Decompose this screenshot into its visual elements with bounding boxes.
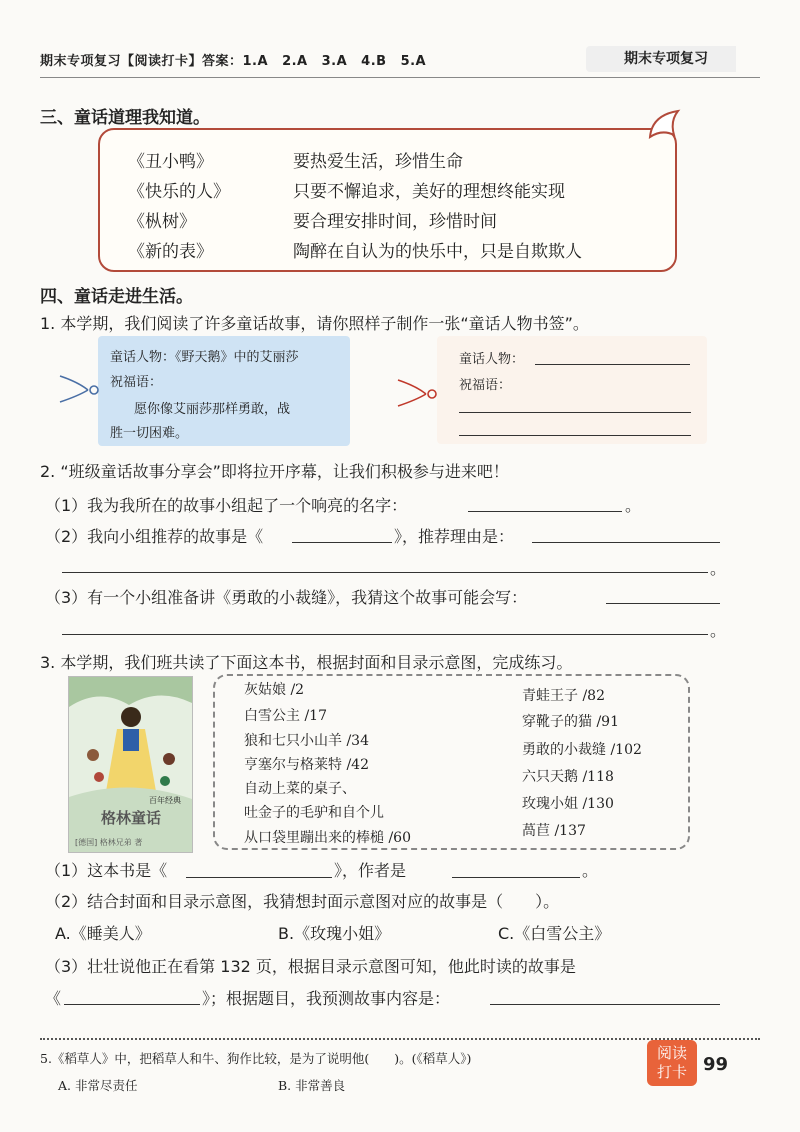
moral-text-4: 陶醉在自认为的快乐中，只是自欺欺人: [293, 242, 582, 262]
answer-4-letter: B: [376, 54, 387, 69]
q2-sub2-story-blank[interactable]: [292, 542, 392, 543]
page-curl-icon: [648, 107, 682, 141]
q2-sub2-reason-blank[interactable]: [532, 542, 720, 543]
book-cover: [68, 676, 193, 853]
q3-sub1-author-blank[interactable]: [452, 877, 580, 878]
q2-prompt: 2. “班级童话故事分享会”即将拉开序幕，让我们积极参与进来吧！: [40, 462, 509, 481]
page-number: 99: [703, 1054, 729, 1075]
blank-blessing-label: 祝福语：: [459, 378, 512, 393]
header-answers: [40, 50, 426, 69]
q2-sub3-blank[interactable]: [606, 603, 720, 604]
answer-2-letter: A: [297, 54, 308, 69]
q3-option-c: C.《白雪公主》: [498, 924, 611, 943]
q2-sub1-end: 。: [625, 496, 642, 515]
q3-sub2: （2）结合封面和目录示意图，我猜想封面示意图对应的故事是（ ）。: [45, 892, 560, 911]
q3-option-a: A.《睡美人》: [55, 924, 151, 943]
footer-option-b: B. 非常善良: [278, 1078, 346, 1093]
moral-text-3: 要合理安排时间，珍惜时间: [293, 212, 497, 232]
moral-text-2: 只要不懈追求，美好的理想终能实现: [293, 182, 565, 202]
sample-blessing-label: 祝福语：: [110, 375, 163, 390]
moral-story-2: 《快乐的人》: [128, 182, 230, 202]
blank-blessing-line-1[interactable]: [459, 412, 691, 413]
toc-item: 萵苣 /137: [522, 823, 586, 839]
toc-item: 六只天鹅 /118: [522, 769, 614, 785]
blank-bookmark: [437, 336, 707, 444]
footer-option-a: A. 非常尽责任: [58, 1078, 138, 1093]
q3-sub3-line1: （3）壮壮说他正在看第 132 页，根据目录示意图可知，他此时读的故事是: [45, 957, 576, 976]
q2-sub3-end: 。: [710, 621, 727, 640]
toc-item: 狼和七只小山羊 /34: [244, 733, 369, 749]
toc-item: 玫瑰小姐 /130: [522, 796, 614, 812]
answer-2-num: 2.: [282, 54, 298, 69]
toc-item: 穿靴子的猫 /91: [522, 714, 619, 730]
toc-item: 勇敢的小裁缝 /102: [522, 742, 642, 758]
bookmark-ribbon-icon-2: [396, 372, 442, 412]
q2-sub2-b: 》，推荐理由是：: [394, 527, 515, 546]
q3-sub3-line2-a: 《: [45, 989, 62, 1008]
blank-character-line[interactable]: [535, 364, 690, 365]
answer-1-num: 1.: [242, 54, 258, 69]
badge-line2: 打卡: [656, 1063, 687, 1081]
section3-title: 三、童话道理我知道。: [40, 108, 210, 128]
q2-sub3: （3）有一个小组准备讲《勇敢的小裁缝》，我猜这个故事可能会写：: [45, 588, 528, 607]
q3-sub1-title-blank[interactable]: [186, 877, 332, 878]
toc-item: 青蛙王子 /82: [522, 688, 605, 704]
q2-sub2-a: （2）我向小组推荐的故事是《: [45, 527, 264, 546]
moral-story-3: 《枞树》: [128, 212, 196, 232]
book-author: [德国] 格林兄弟 著: [75, 838, 143, 847]
q1-prompt: 1. 本学期，我们阅读了许多童话故事，请你照样子制作一张“童话人物书签”。: [40, 314, 589, 333]
toc-item: 自动上菜的桌子、: [244, 781, 356, 797]
toc-item: 从口袋里蹦出来的棒槌 /60: [244, 830, 411, 846]
footer-question: 5.《稻草人》中，把稻草人和牛、狗作比较，是为了说明他( )。(《稻草人》): [40, 1051, 472, 1066]
q3-option-b: B.《玫瑰小姐》: [278, 924, 391, 943]
q2-sub3-line2[interactable]: [62, 634, 708, 635]
sample-bookmark: [98, 336, 350, 446]
sample-blessing-line1: 愿你像艾丽莎那样勇敢，战: [134, 402, 291, 417]
answer-5-letter: A: [415, 54, 427, 69]
q2-sub1: （1）我为我所在的故事小组起了一个响亮的名字：: [45, 496, 408, 515]
answer-3-num: 3.: [321, 54, 337, 69]
q2-sub1-blank[interactable]: [468, 511, 622, 512]
header-section-label: 期末专项复习: [586, 46, 736, 72]
sample-character: 童话人物：《野天鹅》中的艾丽莎: [110, 350, 299, 365]
bookmark-ribbon-icon: [58, 368, 104, 408]
toc-item: 灰姑娘 /2: [244, 682, 305, 698]
q3-sub3-story-blank[interactable]: [64, 1004, 200, 1005]
moral-story-4: 《新的表》: [128, 242, 213, 262]
q3-sub1-a: （1）这本书是《: [45, 861, 168, 880]
book-series: 百年经典: [149, 796, 181, 805]
q2-sub2-reason-line2[interactable]: [62, 572, 708, 573]
toc-item: 吐金子的毛驴和自个儿: [244, 805, 384, 821]
badge-line1: 阅读: [656, 1044, 687, 1062]
q3-sub1-end: 。: [582, 861, 599, 880]
moral-story-1: 《丑小鸭》: [128, 152, 213, 172]
header-divider: [40, 77, 760, 78]
q3-sub3-predict-blank[interactable]: [490, 1004, 720, 1005]
toc-item: 亨塞尔与格莱特 /42: [244, 757, 369, 773]
sample-blessing-line2: 胜一切困难。: [110, 426, 189, 441]
answer-4-num: 4.: [361, 54, 377, 69]
q3-sub1-b: 》，作者是: [334, 861, 407, 880]
header-answers-prefix: 期末专项复习【阅读打卡】答案：: [40, 54, 243, 69]
blank-blessing-line-2[interactable]: [459, 435, 691, 436]
answer-1-letter: A: [257, 54, 269, 69]
q2-sub2-end: 。: [710, 559, 727, 578]
q3-prompt: 3. 本学期，我们班共读了下面这本书，根据封面和目录示意图，完成练习。: [40, 653, 573, 672]
answer-3-letter: A: [336, 54, 348, 69]
blank-character-label: 童话人物：: [459, 352, 525, 367]
toc-item: 白雪公主 /17: [244, 708, 327, 724]
moral-text-1: 要热爱生活，珍惜生命: [293, 152, 463, 172]
section4-title: 四、童话走进生活。: [40, 287, 193, 307]
book-title: 格林童话: [101, 809, 162, 827]
answer-5-num: 5.: [400, 54, 416, 69]
reading-badge: [647, 1040, 697, 1086]
q3-sub3-line2-b: 》；根据题目，我预测故事内容是：: [202, 989, 451, 1008]
